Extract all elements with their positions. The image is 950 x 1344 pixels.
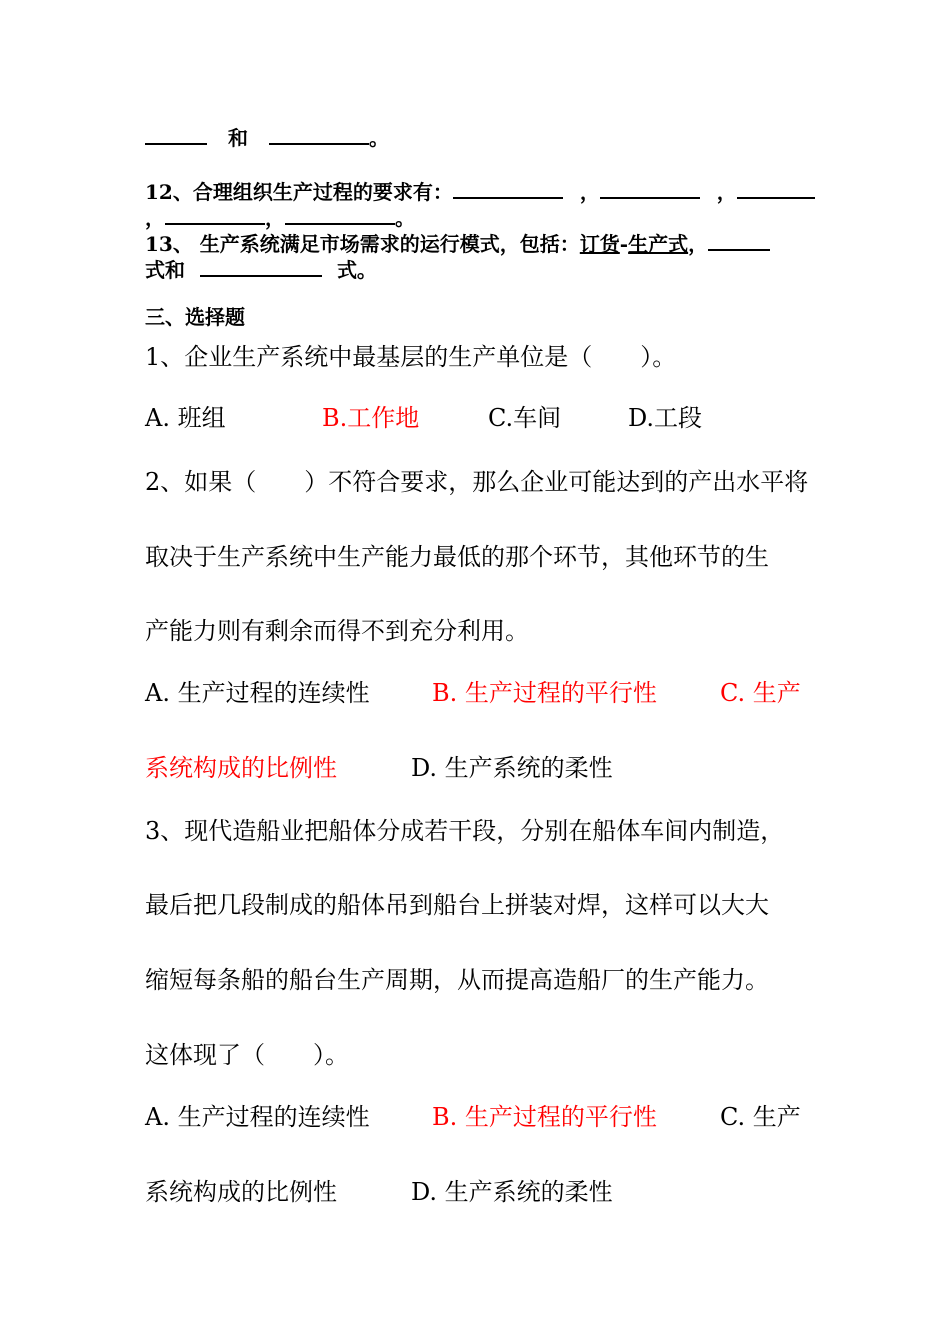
blank (269, 125, 369, 145)
blank (708, 231, 770, 251)
q1-option-b-answer: B.工作地 (322, 404, 420, 432)
question-3-stem-line-2: 最后把几段制成的船体吊到船台上拼装对焊，这样可以大大 (145, 891, 769, 919)
period: 。 (368, 126, 389, 150)
question-1-stem: 1、企业生产系统中最基层的生产单位是（ ）。 (145, 343, 677, 371)
q2-option-c-answer: C. 生产 (720, 679, 801, 707)
question-3-stem-line-4: 这体现了（ ）。 (145, 1041, 349, 1069)
question-12-prefix: 12、合理组织生产过程的要求有： (145, 180, 453, 204)
fill-line-1 (145, 122, 389, 151)
section-title: 三、选择题 (145, 305, 245, 329)
q2-option-b-answer: B. 生产过程的平行性 (432, 679, 657, 707)
blank (165, 205, 265, 225)
dash: - (619, 232, 629, 256)
blank (285, 205, 395, 225)
comma: ， (579, 180, 600, 204)
blank (453, 179, 563, 199)
blank (200, 257, 322, 277)
q2-option-d: D. 生产系统的柔性 (411, 754, 613, 782)
comma: ， (265, 206, 285, 230)
comma: ， (716, 180, 737, 204)
underlined-production: 生产式 (628, 232, 689, 256)
blank (600, 179, 700, 199)
q3-option-d: D. 生产系统的柔性 (411, 1178, 613, 1206)
question-2-stem-line-3: 产能力则有剩余而得不到充分利用。 (145, 617, 529, 645)
q2-option-c-answer-cont: 系统构成的比例性 (145, 754, 337, 782)
question-13-prefix: 13、 生产系统满足市场需求的运行模式，包括： (145, 232, 580, 256)
question-12-line-1 (145, 176, 815, 205)
blank (145, 125, 207, 145)
question-13-line-2 (145, 254, 377, 283)
question-2-stem-line-1: 2、如果（ ）不符合要求，那么企业可能达到的产出水平将 (145, 468, 809, 496)
q3-option-c-cont: 系统构成的比例性 (145, 1178, 337, 1206)
comma: ， (688, 232, 709, 256)
and-text: 和 (227, 126, 248, 150)
q2-option-a: A. 生产过程的连续性 (145, 679, 370, 707)
question-3-stem-line-3: 缩短每条船的船台生产周期，从而提高造船厂的生产能力。 (145, 966, 769, 994)
q1-option-a: A. 班组 (145, 404, 226, 432)
period: 。 (395, 206, 415, 230)
q1-option-d: D.工段 (628, 404, 703, 432)
q3-option-b-answer: B. 生产过程的平行性 (432, 1103, 657, 1131)
blank (737, 179, 815, 199)
q3-option-a: A. 生产过程的连续性 (145, 1103, 370, 1131)
q3-option-c: C. 生产 (720, 1103, 801, 1131)
question-12-line-2 (145, 202, 415, 231)
question-2-stem-line-2: 取决于生产系统中生产能力最低的那个环节，其他环节的生 (145, 543, 769, 571)
question-3-stem-line-1: 3、现代造船业把船体分成若干段，分别在船体车间内制造， (145, 817, 785, 845)
underlined-order: 订货 (579, 232, 620, 256)
q1-option-c: C.车间 (488, 404, 562, 432)
text: 式。 (336, 258, 377, 282)
comma: ， (145, 206, 165, 230)
text: 式和 (145, 258, 185, 282)
question-13-line-1 (145, 228, 770, 257)
